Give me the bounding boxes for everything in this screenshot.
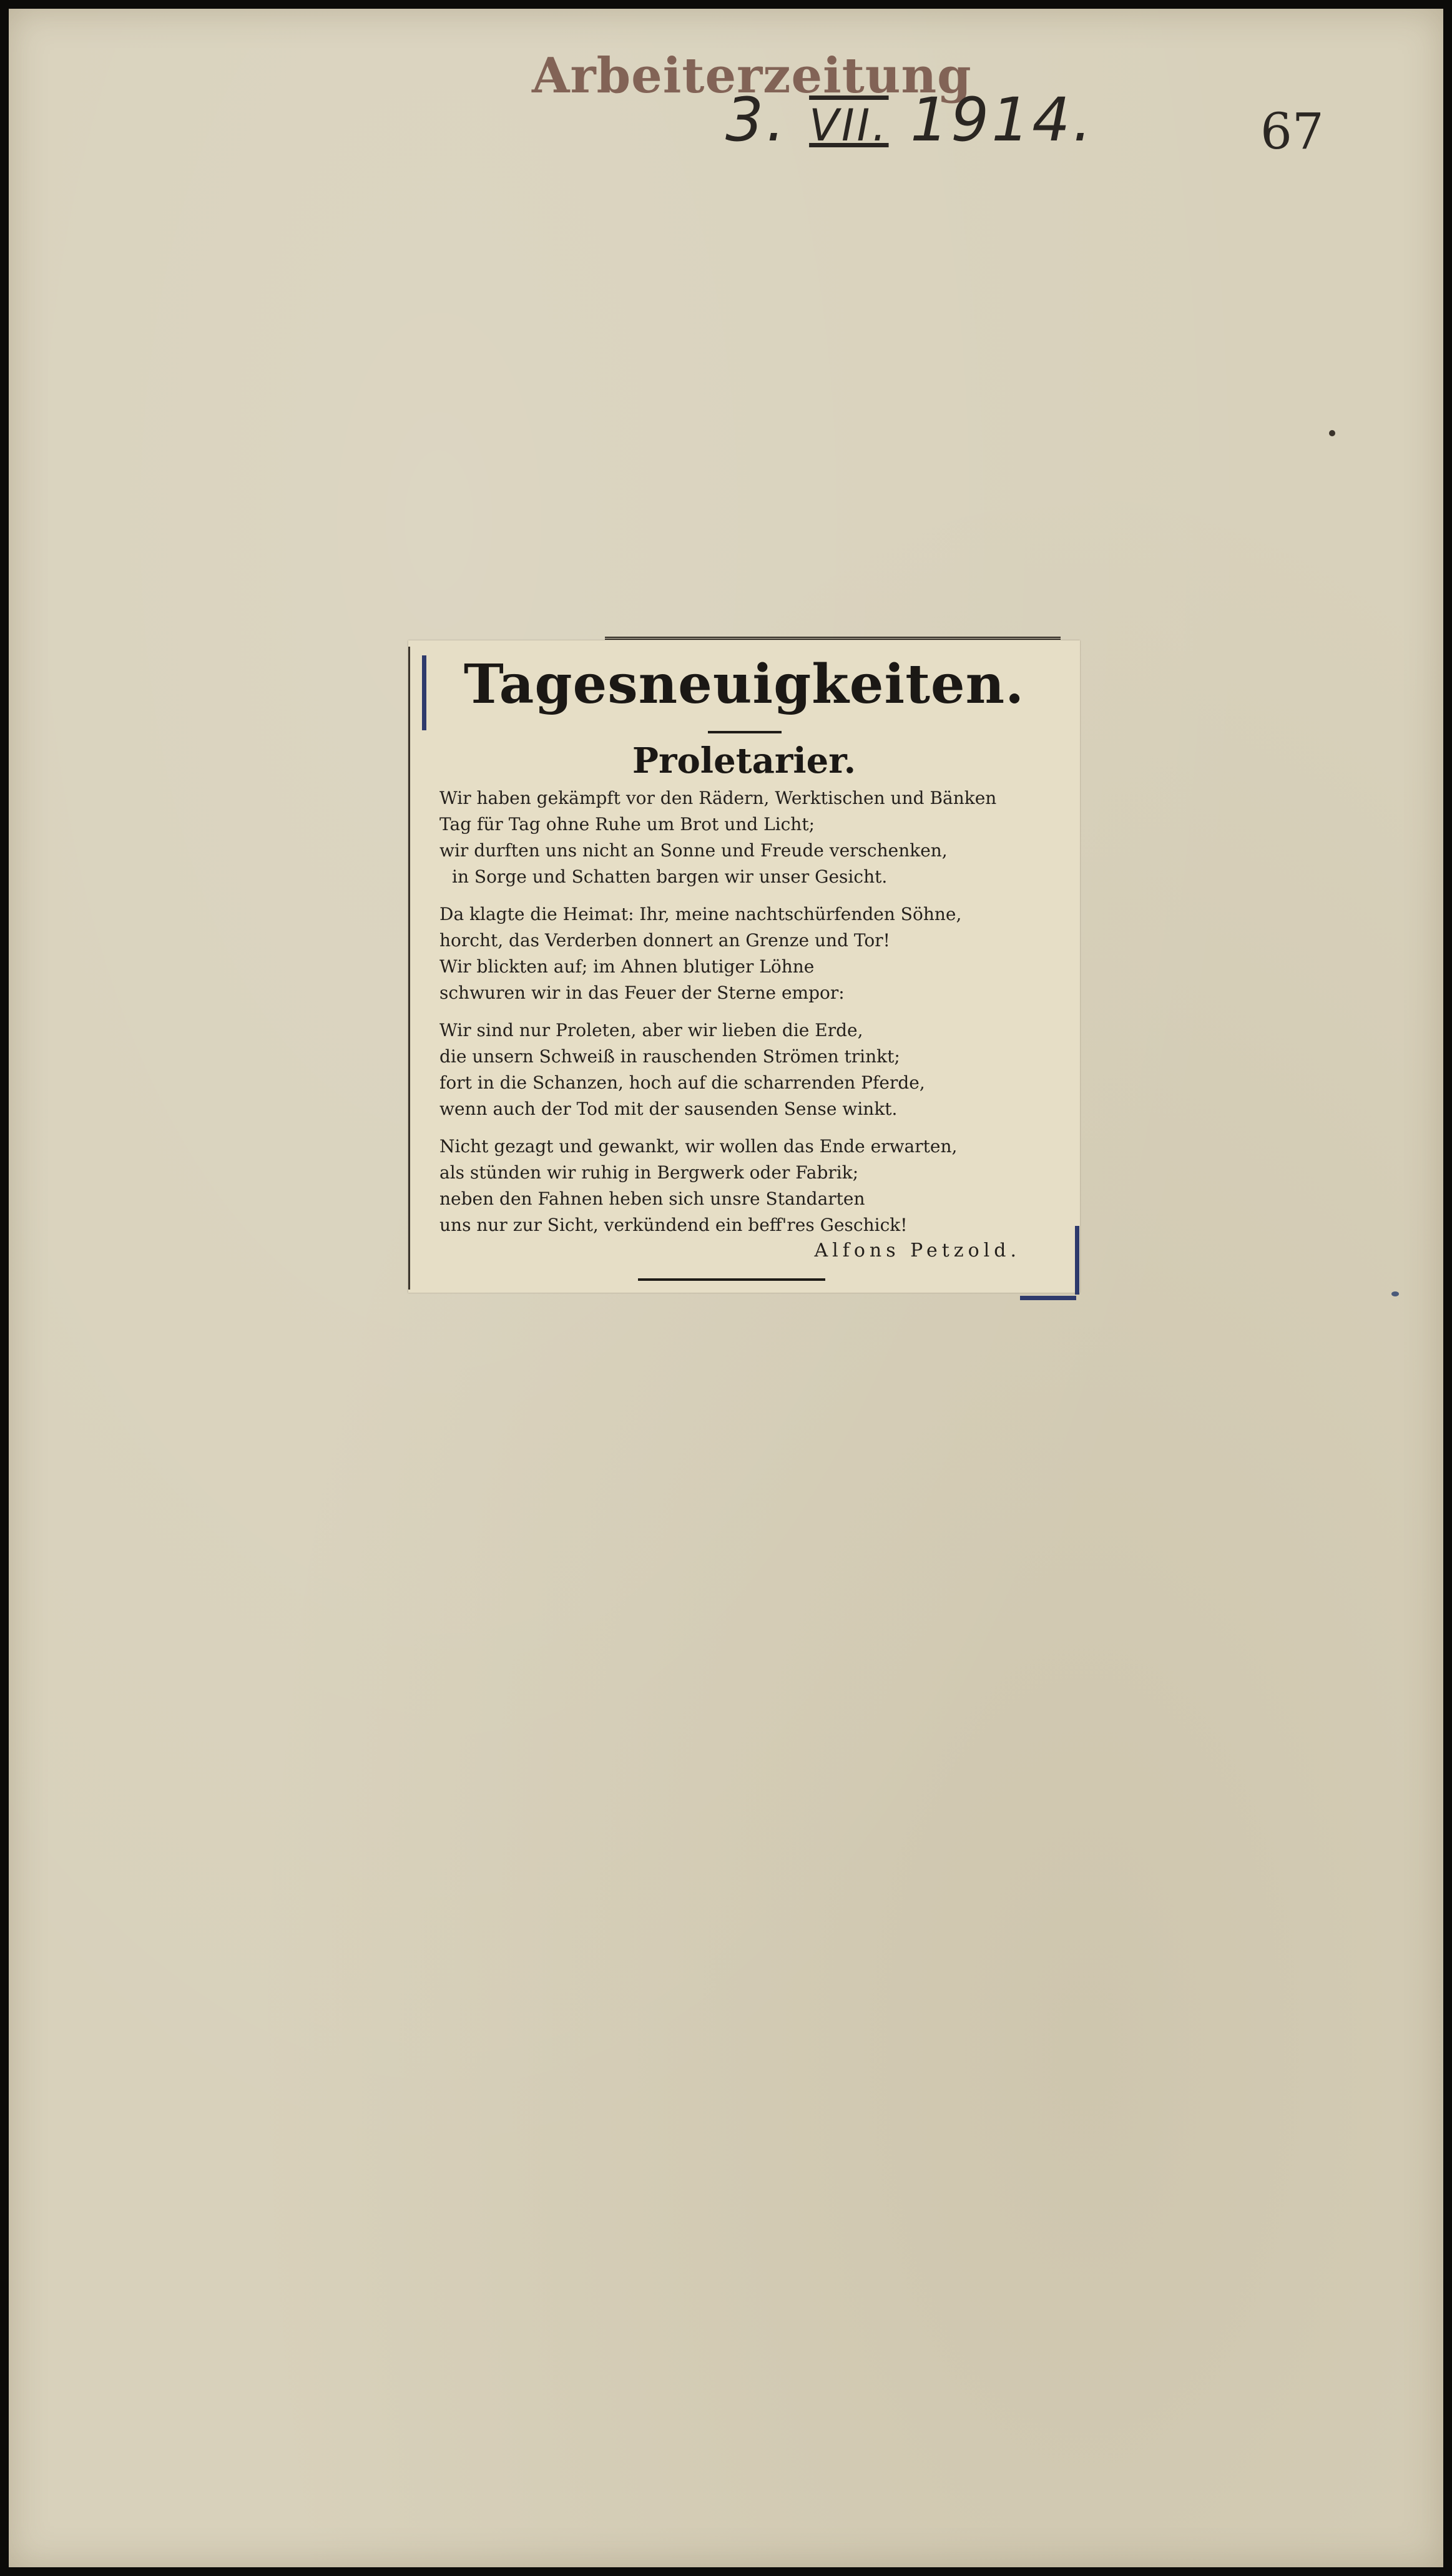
poem-line: Da klagte die Heimat: Ihr, meine nachtschürfenden Söhne, [439,904,962,924]
poem-line: wir durften uns nicht an Sonne und Freude verschenken, [439,840,948,861]
poem-line: Wir blickten auf; im Ahnen blutiger Löhne [439,956,815,977]
poem-stanza-4 [439,1134,1067,1238]
newspaper-clipping [408,640,1080,1293]
poem-line: in Sorge und Schatten bargen wir unser Gesicht. [452,866,888,887]
handwritten-date [725,85,1094,155]
section-title: Tagesneuigkeiten. [463,653,1025,716]
poem-line: horcht, das Verderben donnert an Grenze und Tor! [439,930,890,951]
newspaper-stamp: Arbeiterzeitung [532,47,972,104]
paper-speck [1391,1291,1399,1296]
poem-stanza-1 [439,785,1067,890]
poem-line: die unsern Schweiß in rauschenden Strömen trinkt; [439,1046,900,1067]
date-day: 3. [725,85,788,155]
date-year: 1914. [910,85,1094,155]
poem-line: schwuren wir in das Feuer der Sterne empor: [439,982,845,1003]
poem-line: Nicht gezagt und gewankt, wir wollen das Ende erwarten, [439,1136,958,1157]
poem-stanza-2 [439,901,1067,1006]
poem-line: Wir sind nur Proleten, aber wir lieben die Erde, [439,1020,863,1041]
poem-author: Alfons Petzold. [814,1240,1021,1261]
poem-line: uns nur zur Sicht, verkündend ein beff'res Geschick! [439,1215,908,1235]
archive-sheet [9,9,1443,2567]
date-month: VII. [809,100,889,151]
blue-pencil-mark-bottom [1020,1296,1076,1300]
poem-line: als stünden wir ruhig in Bergwerk oder Fabrik; [439,1162,859,1183]
paper-speck [1329,430,1335,436]
blue-pencil-mark-right [1075,1226,1079,1295]
page-number: 67 [1260,102,1324,160]
poem-line: Tag für Tag ohne Ruhe um Brot und Licht; [439,814,815,835]
title-rule [708,731,782,733]
poem-line: fort in die Schanzen, hoch auf die scharrenden Pferde, [439,1072,925,1093]
poem-line: Wir haben gekämpft vor den Rädern, Werktischen und Bänken [439,788,997,808]
poem-line: wenn auch der Tod mit der sausenden Sense winkt. [439,1099,898,1119]
poem-line: neben den Fahnen heben sich unsre Standarten [439,1188,865,1209]
poem-title: Proletarier. [632,740,856,781]
clipping-bottom-rule [638,1278,825,1281]
poem-stanza-3 [439,1017,1067,1122]
clipping-top-rule [605,637,1061,640]
